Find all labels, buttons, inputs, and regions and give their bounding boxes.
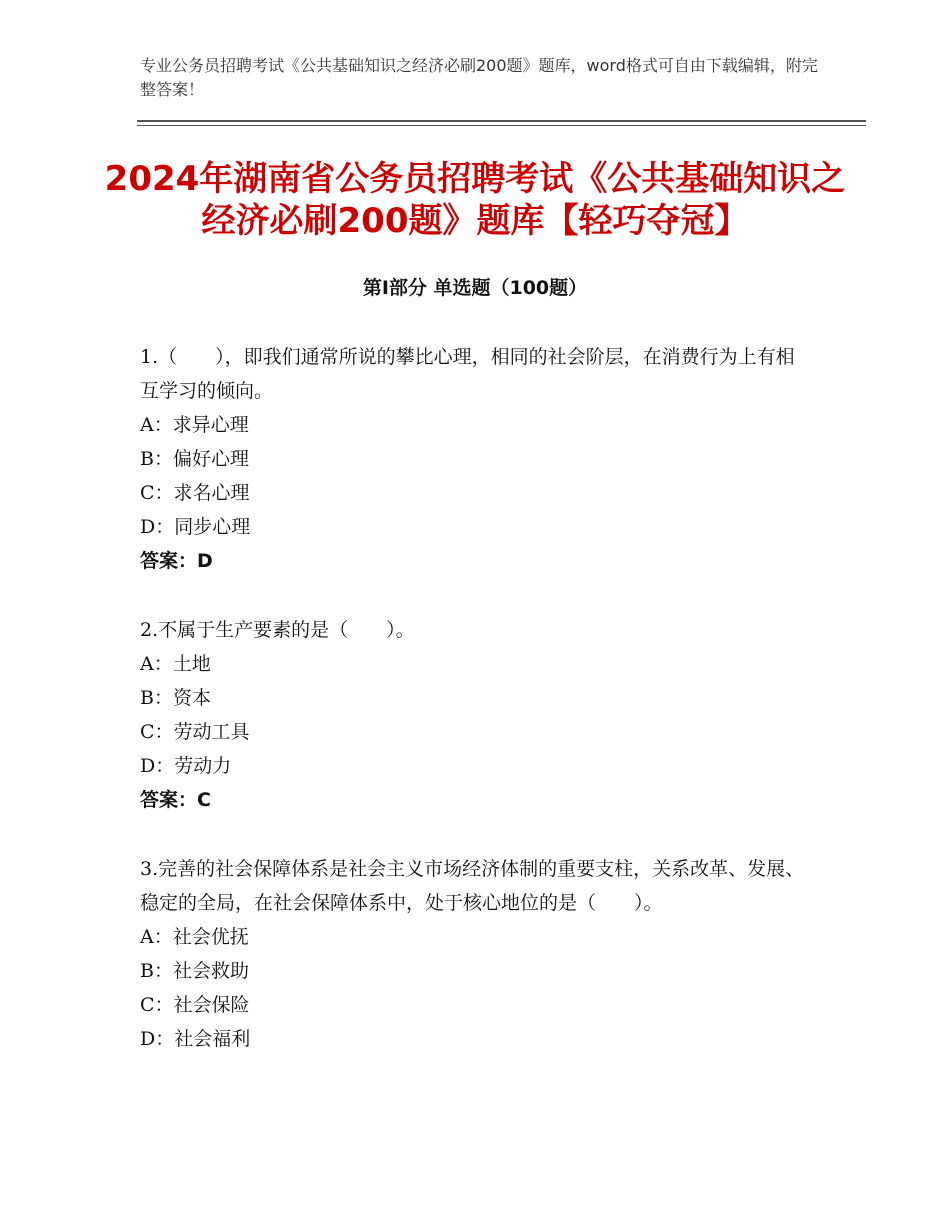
answer: 答案：C xyxy=(140,789,211,811)
option-b: B：资本 xyxy=(140,687,211,709)
option-b: B：偏好心理 xyxy=(140,448,249,470)
document-title: 2024年湖南省公务员招聘考试《公共基础知识之经济必刷200题》题库【轻巧夺冠】 xyxy=(104,159,846,241)
option-a: A：土地 xyxy=(140,653,211,675)
question-2 xyxy=(140,613,805,817)
option-a: A：社会优抚 xyxy=(140,926,249,948)
option-d: D：劳动力 xyxy=(140,755,232,777)
option-c: C：劳动工具 xyxy=(140,721,250,743)
option-b: B：社会救助 xyxy=(140,960,249,982)
question-3 xyxy=(140,852,805,1056)
answer: 答案：D xyxy=(140,550,213,572)
section-heading: 第Ⅰ部分 单选题（100题） xyxy=(362,277,588,299)
header-divider-thick xyxy=(137,120,866,122)
header-divider-thin xyxy=(137,125,866,126)
option-d: D：社会福利 xyxy=(140,1028,251,1050)
header-note: 专业公务员招聘考试《公共基础知识之经济必刷200题》题库，word格式可自由下载编辑，附完整答案！ xyxy=(140,56,818,99)
question-stem: 2.不属于生产要素的是（ ）。 xyxy=(140,619,415,641)
question-1 xyxy=(140,340,805,578)
question-stem: 1.（ ），即我们通常所说的攀比心理，相同的社会阶层，在消费行为上有相互学习的倾向。 xyxy=(140,346,795,402)
option-a: A：求异心理 xyxy=(140,414,249,436)
question-stem: 3.完善的社会保障体系是社会主义市场经济体制的重要支柱，关系改革、发展、稳定的全局，在社会保障体系中，处于核心地位的是（ ）。 xyxy=(140,858,805,914)
option-c: C：求名心理 xyxy=(140,482,250,504)
option-d: D：同步心理 xyxy=(140,516,251,538)
option-c: C：社会保险 xyxy=(140,994,250,1016)
